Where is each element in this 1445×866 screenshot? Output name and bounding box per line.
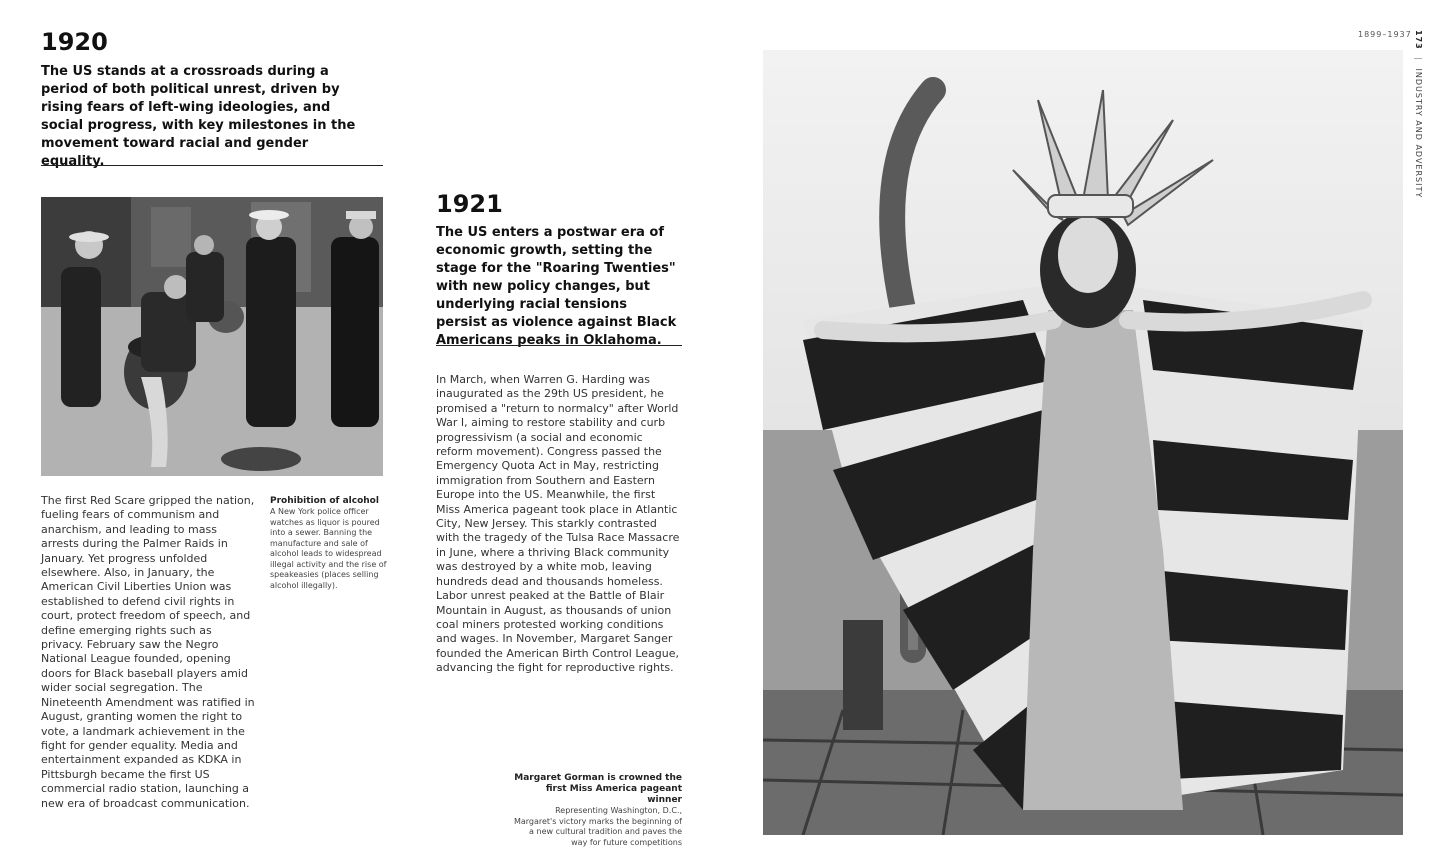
- chapter-title: INDUSTRY AND ADVERSITY: [1414, 68, 1423, 199]
- body-text-1921: In March, when Warren G. Harding was inaugurated as the 29th US president, he promised a "return to normalcy" after World War I, aiming to restore stability and curb progressivism (a social and economic reform movement). Congress passed the Emergency Quota Act in May, restricting immigration from Southern and Eastern Europe into the US. Meanwhile, the first Miss America pageant took place in Atlantic City, New Jersey. This starkly contrasted with the tragedy of the Tulsa Race Massacre in June, where a thriving Black community was destroyed by a white mob, leaving hundreds dead and thousands homeless. Labor unrest peaked at the Battle of Blair Mountain in August, as thousands of union coal miners protested working conditions and wages. In November, Margaret Sanger founded the American Birth Control League, advancing the fight for reproductive rights.: [436, 373, 680, 675]
- year-heading-1920: 1920: [41, 28, 108, 56]
- caption-title-miss-america: Margaret Gorman is crowned the first Miss America pageant winner: [514, 773, 682, 805]
- caption-title-prohibition: Prohibition of alcohol: [270, 496, 379, 506]
- intro-1921: The US enters a postwar era of economic growth, setting the stage for the "Roaring Twenties" with new policy changes, but underlying racial tensions persist as violence against Black Americans peaks in Oklahoma.: [436, 225, 677, 348]
- caption-miss-america: [512, 773, 682, 848]
- page-range: 1899–1937: [1358, 30, 1412, 39]
- page-number: 173: [1414, 30, 1423, 50]
- running-head: [1414, 30, 1423, 198]
- separator: |: [1414, 57, 1423, 61]
- caption-prohibition: [270, 496, 388, 591]
- prohibition-photo: [41, 197, 383, 476]
- divider-1920: [41, 165, 383, 166]
- miss-america-photo: [763, 50, 1403, 835]
- caption-text-miss-america: Representing Washington, D.C., Margaret's victory marks the beginning of a new cultural tradition and paves the way for future competitions: [513, 806, 682, 847]
- intro-1920: The US stands at a crossroads during a period of both political unrest, driven by rising fears of left-wing ideologies, and social progress, with key milestones in the movement toward racial and gender equality.: [41, 64, 356, 169]
- year-heading-1921: 1921: [436, 190, 503, 218]
- miss-america-photo-illustration: [763, 50, 1403, 835]
- caption-text-prohibition: A New York police officer watches as liquor is poured into a sewer. Banning the manufacture and sale of alcohol leads to widespread illegal activity and the rise of speakeasies (places selling alcohol illegally).: [270, 507, 387, 590]
- divider-1921: [436, 345, 682, 346]
- body-text-1920: The first Red Scare gripped the nation, fueling fears of communism and anarchism, and leading to mass arrests during the Palmer Raids in January. Yet progress unfolded elsewhere. Also, in January, the American Civil Liberties Union was established to defend civil rights in court, protect freedom of speech, and define emerging rights such as privacy. February saw the Negro National League founded, opening doors for Black baseball players amid wider social segregation. The Nineteenth Amendment was ratified in August, granting women the right to vote, a landmark achievement in the fight for gender equality. Media and entertainment expanded as KDKA in Pittsburgh became the first US commercial radio station, launching a new era of broadcast communication.: [41, 494, 255, 810]
- prohibition-photo-illustration: [41, 197, 383, 476]
